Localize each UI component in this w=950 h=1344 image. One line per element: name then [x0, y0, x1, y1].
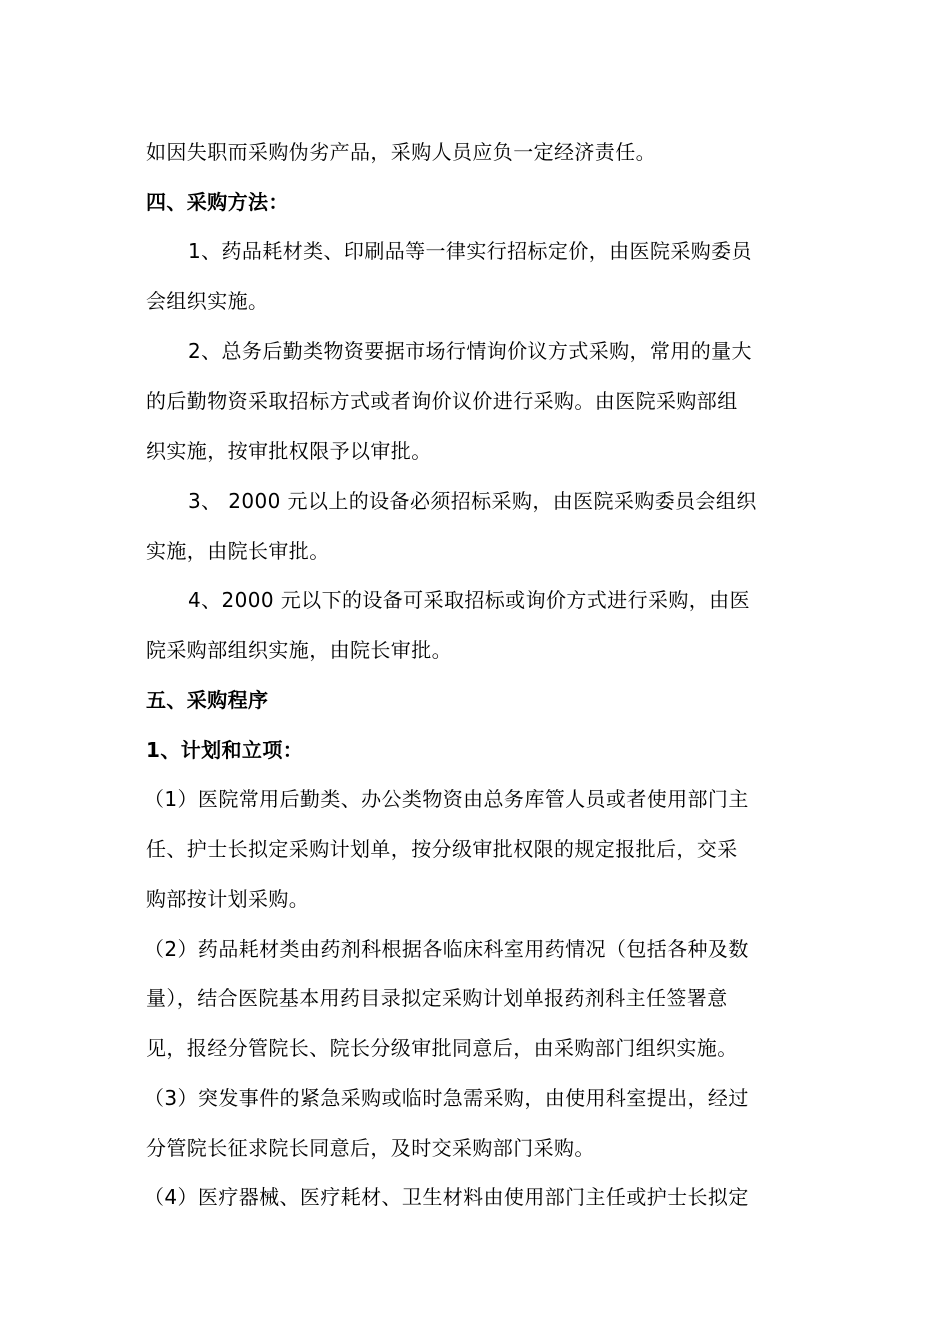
- paragraph-line: 的后勤物资采取招标方式或者询价议价进行采购。由医院采购部组: [146, 389, 738, 413]
- paragraph-line: （3）突发事件的紧急采购或临时急需采购，由使用科室提出，经过: [144, 1086, 749, 1110]
- paragraph-line: 院采购部组织实施，由院长审批。: [146, 638, 452, 662]
- paragraph-line: 如因失职而采购伪劣产品，采购人员应负一定经济责任。: [146, 140, 656, 164]
- paragraph-line: 见，报经分管院长、院长分级审批同意后，由采购部门组织实施。: [146, 1036, 738, 1060]
- subsection-heading: 1、计划和立项：: [146, 738, 304, 762]
- paragraph-line: 分管院长征求院长同意后，及时交采购部门采购。: [146, 1136, 595, 1160]
- paragraph-line: 织实施，按审批权限予以审批。: [146, 439, 432, 463]
- paragraph-line: 2、总务后勤类物资要据市场行情询价议方式采购，常用的量大: [188, 339, 752, 363]
- paragraph-line: 实施，由院长审批。: [146, 539, 330, 563]
- section-heading: 四、采购方法：: [146, 190, 289, 214]
- paragraph-line: 3、 2000 元以上的设备必须招标采购，由医院采购委员会组织: [188, 489, 757, 513]
- paragraph-line: （2）药品耗材类由药剂科根据各临床科室用药情况（包括各种及数: [144, 937, 749, 961]
- paragraph-line: 量），结合医院基本用药目录拟定采购计划单报药剂科主任签署意: [146, 986, 728, 1010]
- paragraph-line: 购部按计划采购。: [146, 887, 310, 911]
- paragraph-line: 任、护士长拟定采购计划单，按分级审批权限的规定报批后，交采: [146, 837, 738, 861]
- paragraph-line: （1）医院常用后勤类、办公类物资由总务库管人员或者使用部门主: [144, 787, 749, 811]
- paragraph-line: 4、2000 元以下的设备可采取招标或询价方式进行采购，由医: [188, 588, 750, 612]
- section-heading: 五、采购程序: [146, 688, 269, 712]
- paragraph-line: 会组织实施。: [146, 289, 269, 313]
- paragraph-line: 1、药品耗材类、印刷品等一律实行招标定价，由医院采购委员: [188, 239, 752, 263]
- paragraph-line: （4）医疗器械、医疗耗材、卫生材料由使用部门主任或护士长拟定: [144, 1185, 749, 1209]
